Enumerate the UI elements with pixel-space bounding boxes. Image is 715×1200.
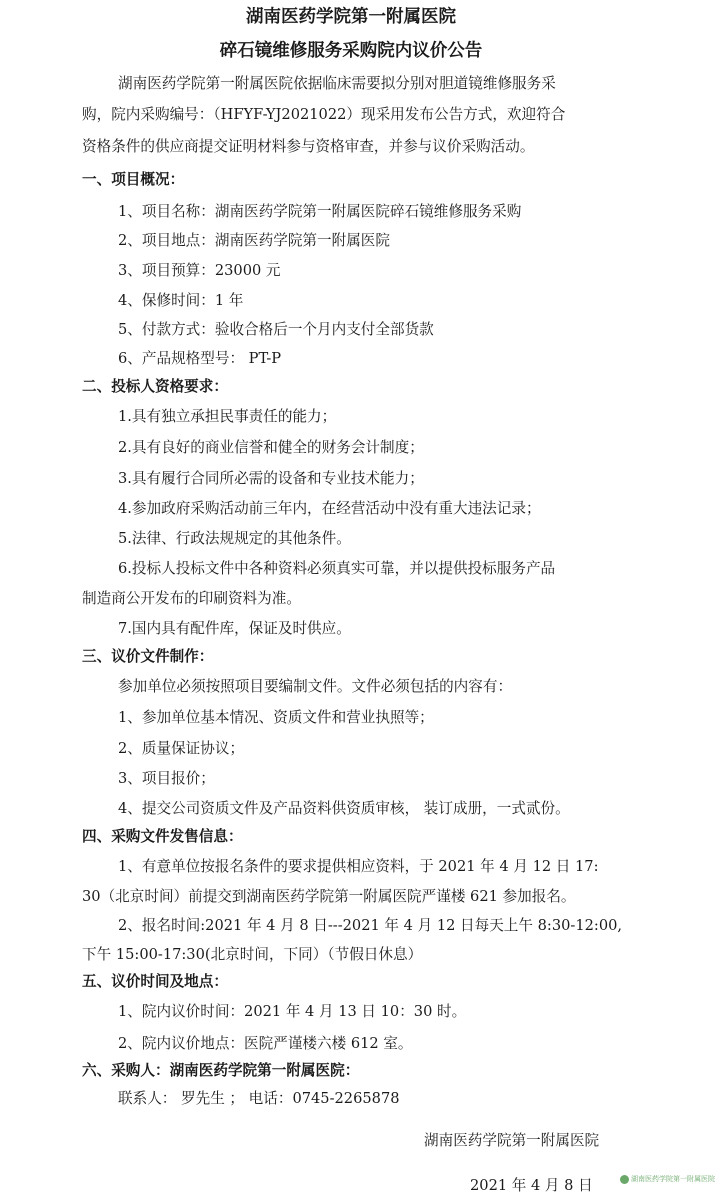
section-1-heading: 一、项目概况： (82, 171, 185, 188)
s2-item: 3.具有履行合同所必需的设备和专业技术能力； (118, 470, 424, 487)
section-3-heading: 三、议价文件制作： (82, 648, 214, 665)
s3-item: 1、参加单位基本情况、资质文件和营业执照等； (118, 709, 434, 726)
signature-date: 2021 年 4 月 8 日 (470, 1177, 593, 1194)
s3-item: 3、项目报价； (118, 770, 215, 787)
s2-item: 4.参加政府采购活动前三年内，在经营活动中没有重大违法记录； (118, 500, 541, 517)
s4-item: 1、有意单位按报名条件的要求提供相应资料，于 2021 年 4 月 12 日 17: (118, 858, 599, 875)
s1-item: 4、保修时间：1 年 (118, 292, 244, 309)
s1-item: 1、项目名称：湖南医药学院第一附属医院碎石镜维修服务采购 (118, 203, 522, 220)
s4-item-continued: 下午 15:00-17:30(北京时间，下同）（节假日休息） (82, 946, 423, 963)
intro-line-3: 资格条件的供应商提交证明材料参与资格审查，并参与议价采购活动。 (82, 138, 535, 155)
s1-item: 5、付款方式：验收合格后一个月内支付全部货款 (118, 321, 434, 338)
s1-item: 2、项目地点：湖南医药学院第一附属医院 (118, 232, 390, 249)
section-2-heading: 二、投标人资格要求： (82, 378, 228, 395)
document-title-line2: 碎石镜维修服务采购院内议价公告 (219, 41, 483, 61)
s3-item: 4、提交公司资质文件及产品资料供资质审核， 装订成册，一式贰份。 (118, 800, 570, 817)
watermark-text: 湖南医药学院第一附属医院 (631, 1175, 715, 1183)
hospital-watermark (620, 1174, 715, 1184)
signature-org: 湖南医药学院第一附属医院 (424, 1132, 600, 1149)
s5-item: 2、院内议价地点：医院严谨楼六楼 612 室。 (118, 1035, 413, 1052)
s2-item: 2.具有良好的商业信誉和健全的财务会计制度； (118, 439, 424, 456)
s2-item-continued: 制造商公开发布的印刷资料为准。 (82, 590, 301, 607)
s3-item: 参加单位必须按照项目要编制文件。文件必须包括的内容有： (118, 678, 513, 695)
section-4-heading: 四、采购文件发售信息： (82, 828, 243, 845)
s1-item: 6、产品规格型号： PT-P (118, 350, 282, 367)
s2-item: 1.具有独立承担民事责任的能力； (118, 408, 337, 425)
intro-line-2: 购，院内采购编号：（HFYF-YJ2021022）现采用发布公告方式，欢迎符合 (82, 106, 566, 123)
s3-item: 2、质量保证协议； (118, 740, 245, 757)
s2-item: 7.国内具有配件库，保证及时供应。 (118, 620, 351, 637)
s4-item-continued: 30（北京时间）前提交到湖南医药学院第一附属医院严谨楼 621 参加报名。 (82, 888, 576, 905)
hospital-logo-icon (620, 1175, 629, 1184)
s4-item: 2、报名时间:2021 年 4 月 8 日---2021 年 4 月 12 日每天上午 8:30-12:00, (118, 917, 623, 934)
document-title-line1: 湖南医药学院第一附属医院 (246, 7, 456, 27)
section-5-heading: 五、议价时间及地点： (82, 973, 228, 990)
s1-item: 3、项目预算：23000 元 (118, 262, 281, 279)
s2-item: 5.法律、行政法规规定的其他条件。 (118, 530, 351, 547)
s2-item: 6.投标人投标文件中各种资料必须真实可靠，并以提供投标服务产品 (118, 560, 556, 577)
contact-line: 联系人： 罗先生 ； 电话：0745-2265878 (118, 1090, 400, 1107)
intro-line-1: 湖南医药学院第一附属医院依据临床需要拟分别对胆道镜维修服务采 (118, 75, 556, 92)
s5-item: 1、院内议价时间：2021 年 4 月 13 日 10：30 时。 (118, 1003, 467, 1020)
section-6-heading: 六、采购人：湖南医药学院第一附属医院： (82, 1062, 360, 1079)
